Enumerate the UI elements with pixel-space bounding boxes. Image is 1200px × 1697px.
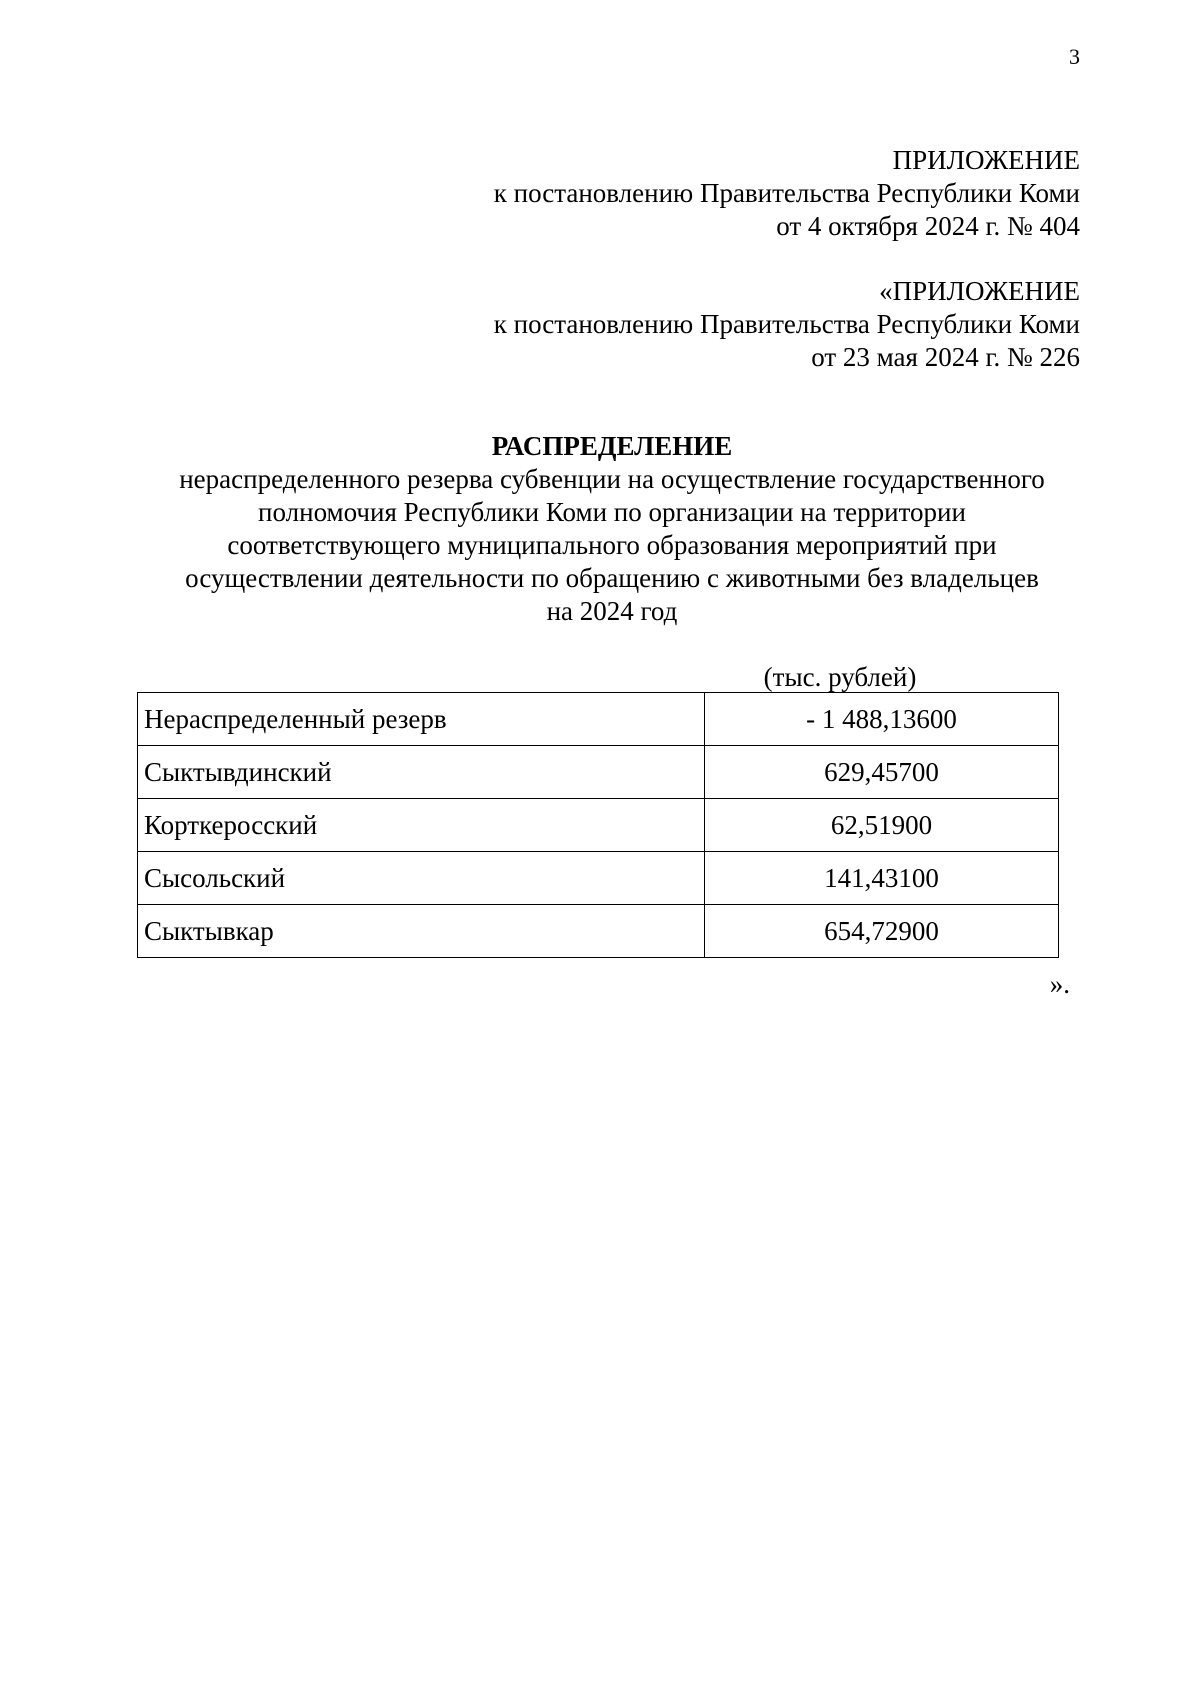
page-number: 3 (1069, 44, 1080, 69)
table-row (138, 852, 1059, 905)
row-amount: - 1 488,13600 (705, 693, 1059, 746)
document-title (100, 430, 1124, 628)
document-title-line: на 2024 год (546, 596, 678, 626)
document-title-line: нераспределенного резерва субвенции на осуществление государственного (179, 464, 1045, 494)
distribution-table (137, 692, 1059, 958)
row-name: Сыктывкар (138, 905, 705, 958)
appendix-original-line-2: от 23 мая 2024 г. № 226 (811, 342, 1080, 372)
row-amount: 654,72900 (705, 905, 1059, 958)
appendix-original-line-1: к постановлению Правительства Республики Коми (493, 309, 1080, 339)
appendix-current-line-1: к постановлению Правительства Республики Коми (493, 178, 1080, 208)
row-amount: 62,51900 (705, 799, 1059, 852)
appendix-current-header (300, 144, 1080, 243)
document-title-line: полномочия Республики Коми по организации на территории (258, 497, 966, 527)
units-label: (тыс. рублей) (763, 662, 917, 692)
document-title-line: соответствующего муниципального образования мероприятий при (227, 530, 997, 560)
row-amount: 629,45700 (705, 746, 1059, 799)
table-row (138, 746, 1059, 799)
table-row (138, 905, 1059, 958)
document-title-line: осуществлении деятельности по обращению с животными без владельцев (185, 563, 1039, 593)
appendix-current-line-2: от 4 октября 2024 г. № 404 (776, 211, 1080, 241)
document-heading: РАСПРЕДЕЛЕНИЕ (491, 431, 733, 461)
closing-quote: ». (1049, 969, 1070, 999)
appendix-original-title: «ПРИЛОЖЕНИЕ (879, 276, 1080, 306)
table-row (138, 693, 1059, 746)
appendix-original-header (300, 275, 1080, 374)
row-amount: 141,43100 (705, 852, 1059, 905)
row-name: Корткеросский (138, 799, 705, 852)
table-row (138, 799, 1059, 852)
row-name: Нераспределенный резерв (138, 693, 705, 746)
appendix-current-title: ПРИЛОЖЕНИЕ (892, 145, 1080, 175)
row-name: Сысольский (138, 852, 705, 905)
row-name: Сыктывдинский (138, 746, 705, 799)
